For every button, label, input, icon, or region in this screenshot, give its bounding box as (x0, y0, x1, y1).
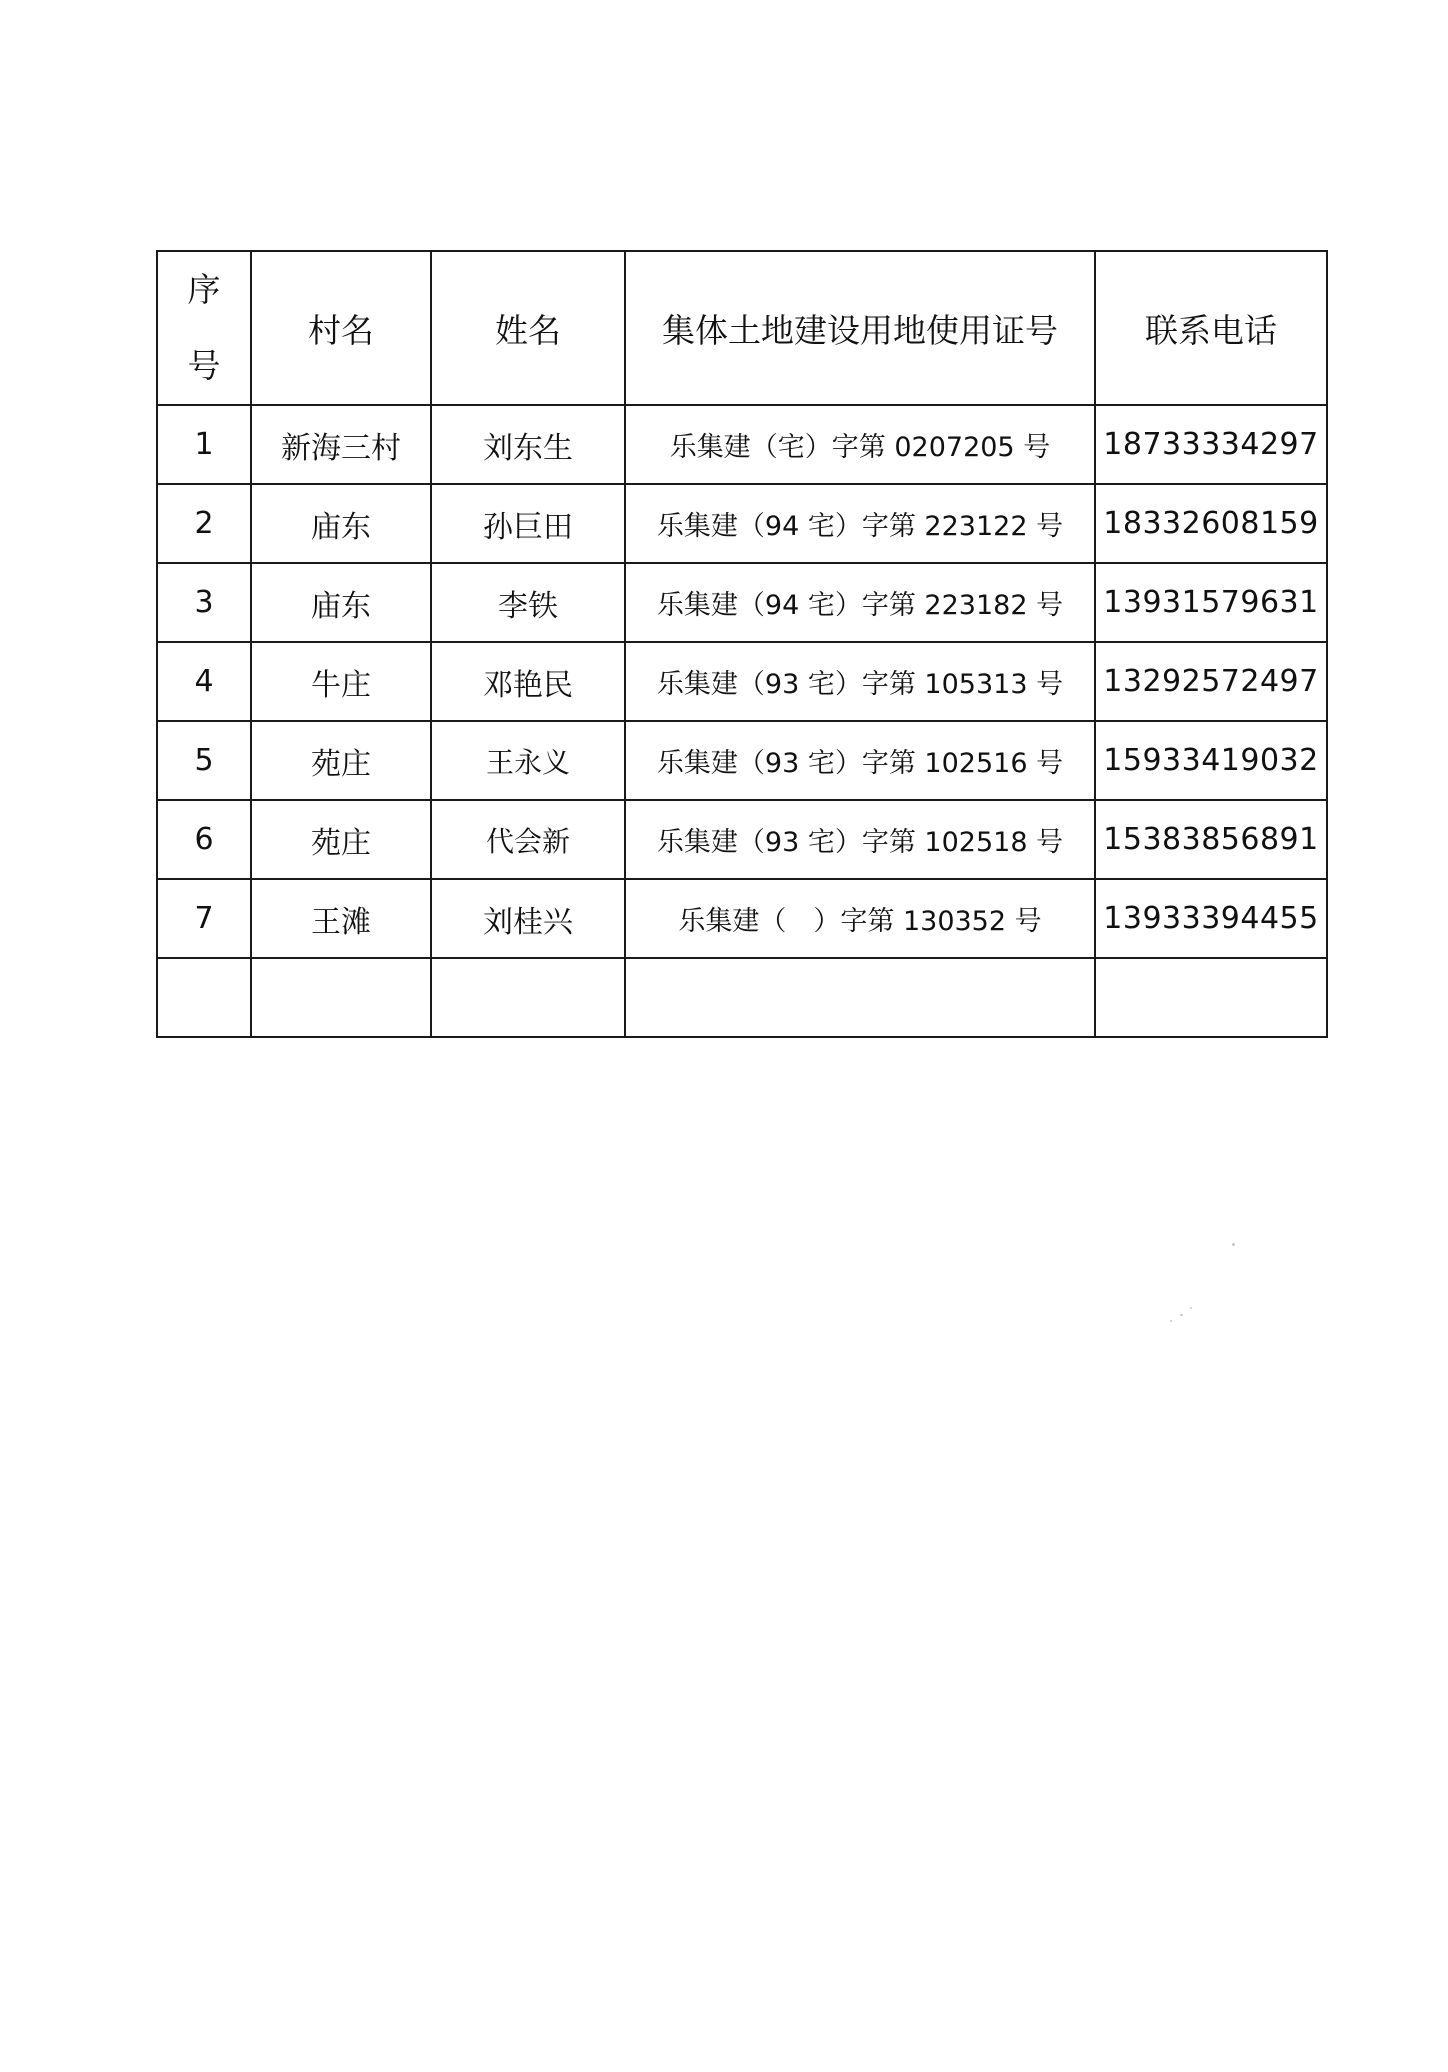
table-row (157, 879, 1327, 958)
cell-seq: 2 (157, 484, 251, 563)
cell-village: 庙东 (251, 484, 431, 563)
cell-phone: 18733334297 (1095, 405, 1327, 484)
cell-phone: 18332608159 (1095, 484, 1327, 563)
cell-name: 邓艳民 (431, 642, 625, 721)
cell-name: 刘桂兴 (431, 879, 625, 958)
cell-village: 苑庄 (251, 800, 431, 879)
cell-seq: 6 (157, 800, 251, 879)
cell-certificate: 乐集建（94 宅）字第 223122 号 (625, 484, 1095, 563)
cell-seq: 4 (157, 642, 251, 721)
cell-name: 孙巨田 (431, 484, 625, 563)
table-row (157, 484, 1327, 563)
cell-empty (251, 958, 431, 1037)
cell-empty (431, 958, 625, 1037)
header-village: 村名 (251, 251, 431, 405)
cell-phone: 13292572497 (1095, 642, 1327, 721)
cell-certificate: 乐集建（93 宅）字第 102516 号 (625, 721, 1095, 800)
cell-phone: 13933394455 (1095, 879, 1327, 958)
table-row (157, 721, 1327, 800)
header-name: 姓名 (431, 251, 625, 405)
header-seq-top: 序 (187, 270, 221, 309)
cell-empty (1095, 958, 1327, 1037)
table-row (157, 800, 1327, 879)
cell-phone: 15933419032 (1095, 721, 1327, 800)
cell-village: 王滩 (251, 879, 431, 958)
cell-village: 新海三村 (251, 405, 431, 484)
cell-empty (625, 958, 1095, 1037)
scan-speck (1232, 1243, 1235, 1246)
table-header-row (157, 251, 1327, 405)
table-row-empty (157, 958, 1327, 1037)
cell-seq: 5 (157, 721, 251, 800)
scan-speck (1170, 1320, 1172, 1322)
cell-name: 王永义 (431, 721, 625, 800)
cell-empty (157, 958, 251, 1037)
header-certificate: 集体土地建设用地使用证号 (625, 251, 1095, 405)
table-row (157, 642, 1327, 721)
cell-seq: 1 (157, 405, 251, 484)
cell-phone: 13931579631 (1095, 563, 1327, 642)
cell-name: 代会新 (431, 800, 625, 879)
cell-name: 刘东生 (431, 405, 625, 484)
cell-certificate: 乐集建（94 宅）字第 223182 号 (625, 563, 1095, 642)
header-seq-bottom: 号 (187, 346, 221, 385)
header-seq (157, 251, 251, 405)
cell-phone: 15383856891 (1095, 800, 1327, 879)
cell-certificate: 乐集建（93 宅）字第 105313 号 (625, 642, 1095, 721)
cell-certificate: 乐集建（ ）字第 130352 号 (625, 879, 1095, 958)
table-row (157, 405, 1327, 484)
scan-speck (1190, 1307, 1192, 1309)
cell-seq: 7 (157, 879, 251, 958)
cell-village: 牛庄 (251, 642, 431, 721)
cell-seq: 3 (157, 563, 251, 642)
header-phone: 联系电话 (1095, 251, 1327, 405)
cell-certificate: 乐集建（93 宅）字第 102518 号 (625, 800, 1095, 879)
table-row (157, 563, 1327, 642)
cell-village: 苑庄 (251, 721, 431, 800)
cell-village: 庙东 (251, 563, 431, 642)
scan-speck (1180, 1314, 1183, 1316)
land-certificate-table (156, 250, 1328, 1038)
cell-certificate: 乐集建（宅）字第 0207205 号 (625, 405, 1095, 484)
cell-name: 李铁 (431, 563, 625, 642)
